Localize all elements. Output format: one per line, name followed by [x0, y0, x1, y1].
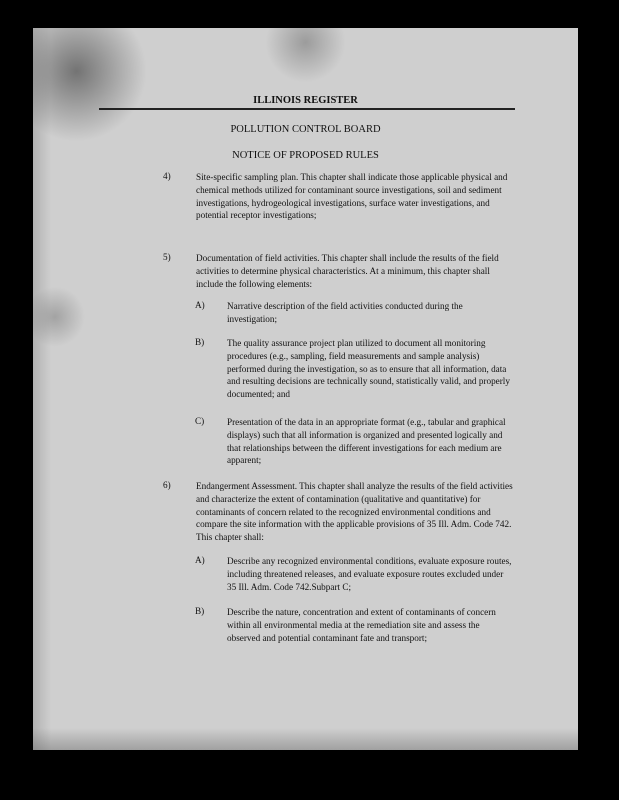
subparagraph-text: Describe any recognized environmental conditions, evaluate exposure routes, including threatened releases, and evaluate exposure routes excluded under 35 Ill. Adm. Code 742.Subpart C;	[227, 556, 512, 592]
paragraph-item-6	[196, 480, 516, 544]
subparagraph-6b	[227, 606, 514, 644]
paragraph-text: Site-specific sampling plan. This chapter shall indicate those applicable physical and chemical methods utilized for contaminant source investigations, soil and sediment investigations, hydrogeological investigations, surface water investigations, and potential receptor investigations;	[196, 172, 508, 221]
document-page	[33, 28, 578, 750]
subparagraph-text: Presentation of the data in an appropriate format (e.g., tabular and graphical displays) such that all information is organized and presented logically and that relationships between the different investigations for each medium are apparent;	[227, 417, 506, 466]
subparagraph-5a	[227, 300, 514, 326]
item-number: 6)	[163, 480, 171, 490]
subparagraph-5b	[227, 337, 514, 401]
subparagraph-text: The quality assurance project plan utilized to document all monitoring procedures (e.g., sampling, field measurements and sample analysis) performed during the investigation, so as to ensure that all information, data and resulting decisions are technically sound, statistically valid, and properly documented; and	[227, 338, 510, 400]
paragraph-text: Documentation of field activities. This chapter shall include the results of the field activities to determine physical characteristics. At a minimum, this chapter shall include the following elements:	[196, 253, 499, 289]
subitem-number: A)	[195, 300, 205, 310]
board-heading: POLLUTION CONTROL BOARD	[230, 124, 381, 135]
paragraph-item-5	[196, 252, 516, 290]
subparagraph-text: Narrative description of the field activities conducted during the investigation;	[227, 301, 463, 324]
header-divider	[99, 108, 515, 110]
subitem-number: B)	[195, 606, 205, 616]
subitem-number: A)	[195, 555, 205, 565]
subparagraph-5c	[227, 416, 514, 467]
paragraph-text: Endangerment Assessment. This chapter shall analyze the results of the field activities and characterize the extent of contamination (qualitative and quantitative) for contaminants of concern related to the recognized environmental conditions and compare the site information with the applicable provisions of 35 Ill. Adm. Code 742. This chapter shall:	[196, 481, 513, 543]
notice-heading: NOTICE OF PROPOSED RULES	[232, 150, 379, 161]
item-number: 5)	[163, 252, 171, 262]
subitem-number: B)	[195, 337, 205, 347]
subparagraph-text: Describe the nature, concentration and extent of contaminants of concern within all environmental media at the remediation site and assess the observed and potential contaminant fate and transport;	[227, 607, 496, 643]
paragraph-item-4	[196, 171, 516, 222]
subparagraph-6a	[227, 555, 514, 593]
item-number: 4)	[163, 171, 171, 181]
register-heading: ILLINOIS REGISTER	[253, 95, 358, 106]
subitem-number: C)	[195, 416, 205, 426]
